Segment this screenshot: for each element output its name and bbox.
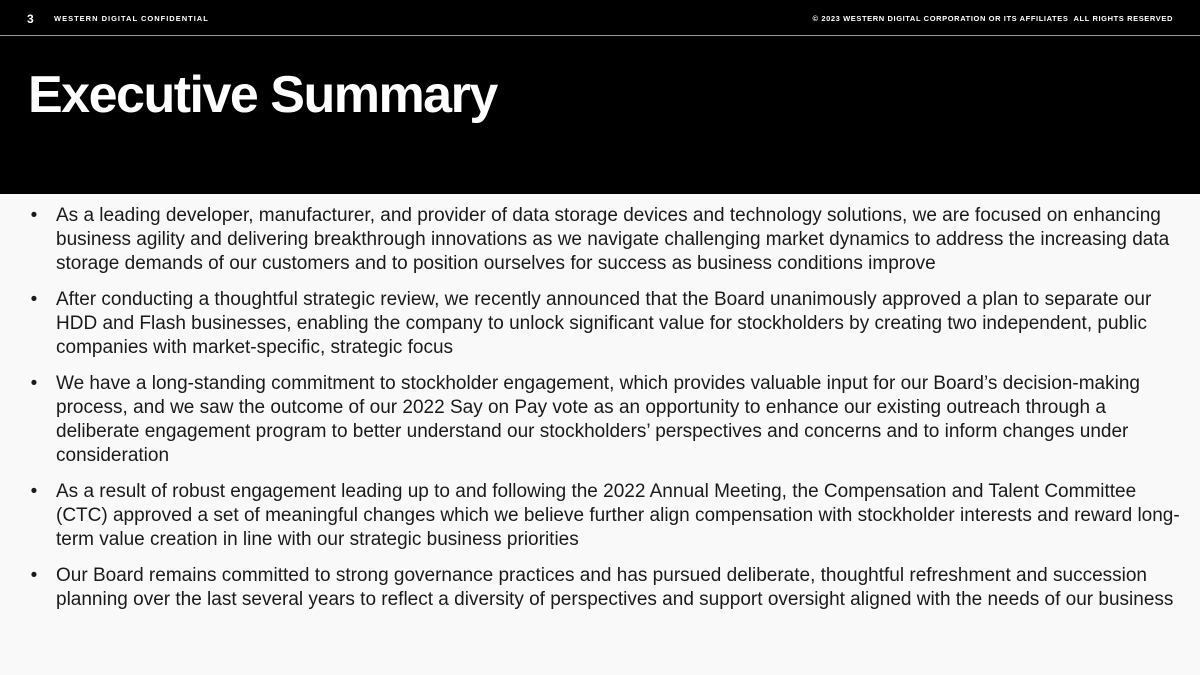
slide-header [0,0,1200,194]
top-bar [0,0,1200,36]
bullet-item [28,288,1188,360]
bullet-marker: • [30,565,38,586]
bullet-item [28,480,1188,552]
confidential-label: WESTERN DIGITAL CONFIDENTIAL [54,14,209,23]
bullet-text: We have a long-standing commitment to stockholder engagement, which provides valuable input for our Board’s decision-making process, and we saw the outcome of our 2022 Say on Pay vote as an opportunity to enhance our existing outreach through a deliberate engagement program to better understand our stockholders’ perspectives and concerns and to inform changes under consideration [56,373,1140,466]
copyright-notice: © 2023 WESTERN DIGITAL CORPORATION OR ITS AFFILIATES ALL RIGHTS RESERVED [812,14,1173,23]
bullet-marker: • [30,205,38,226]
page-number: 3 [27,12,34,26]
bullet-text: As a leading developer, manufacturer, and provider of data storage devices and technology solutions, we are focused on enhancing business agility and delivering breakthrough innovations as we navigate challenging market dynamics to address the increasing data storage demands of our customers and to position ourselves for success as business conditions improve [56,205,1170,274]
bullet-marker: • [30,373,38,394]
bullet-marker: • [30,289,38,310]
bullet-item [28,204,1188,276]
bullet-text: After conducting a thoughtful strategic review, we recently announced that the Board unanimously approved a plan to separate our HDD and Flash businesses, enabling the company to unlock significant value for stockholders by creating two independent, public companies with market-specific, strategic focus [56,289,1152,358]
bullet-item [28,564,1188,612]
bullet-text: As a result of robust engagement leading up to and following the 2022 Annual Meeting, the Compensation and Talent Committee (CTC) approved a set of meaningful changes which we believe further align compensation with stockholder interests and reward long-term value creation in line with our strategic business priorities [56,481,1180,550]
bullet-marker: • [30,481,38,502]
bullet-item [28,372,1188,468]
bullet-text: Our Board remains committed to strong governance practices and has pursued deliberate, thoughtful refreshment and succession planning over the last several years to reflect a diversity of perspectives and support oversight aligned with the needs of our business [56,565,1174,610]
slide-title: Executive Summary [28,66,497,124]
bullet-list [28,204,1188,624]
